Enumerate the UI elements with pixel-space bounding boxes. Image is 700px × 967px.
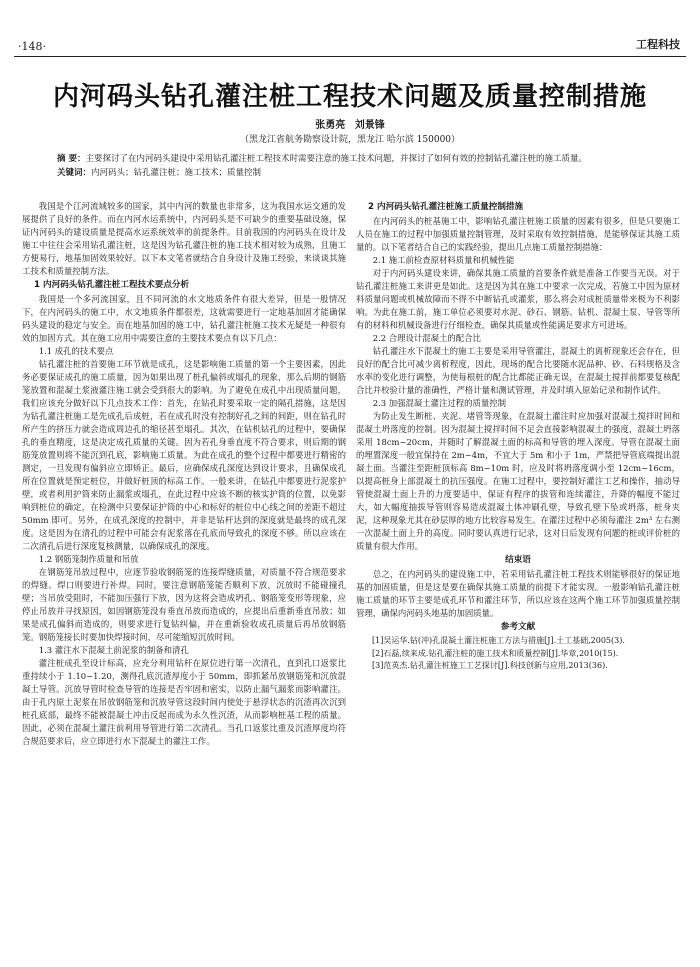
- section-2-3-heading: 2.3 加强混凝土灌注过程的质量控制: [372, 398, 507, 408]
- section-2-1-heading: 2.1 施工前检查原材料质量和机械性能: [372, 255, 515, 265]
- section-1-2-heading: 1.2 钢筋笼制作质量和吊放: [38, 554, 139, 564]
- section-2-3-paragraph: 为防止发生断桩、夹泥、堵管等现象，在混凝土灌注时应加强对混凝土搅拌时间和混凝土坍落度的控制。因为混凝土搅拌时间不足会直接影响混凝土的强度，混凝土坍落采用 18cm~20cm，并随时了解混凝土面的标高和导管的埋入深度。导管在混凝土面的埋置深度一般宜保持在 2m~4m，不宜大于 5m 和小于 1m，严禁把导管底端提出混凝土面。当灌注至距桩顶标高 8m~10m 时，应及时将坍落度调小至 12cm~16cm，以提高桩身上部混凝土的抗压强度。在施工过程中，要控制好灌注工艺和操作，抽动导管使混凝土面上升的力度要适中，保证有程序的拔管和连续灌注，升降的幅度不能过大，如大幅度抽拔导管则容易造成混凝土体冲刷孔壁，导致孔壁下坠或坍落，桩身夹泥，这种现象尤其在砂层厚的地方比较容易发生。在灌注过程中必须每灌注 2m³ 左右测一次混凝土面上升的高度。同时要认真进行记录，这对日后发现有问题的桩或评价桩的质量有很大作用。: [356, 411, 680, 551]
- abstract-text: 主要探讨了在内河码头建设中采用钻孔灌注桩工程技术时需要注意的施工技术问题，并探讨了如何有效的控制钻孔灌注桩的施工质量。: [85, 154, 587, 164]
- header-rule: [14, 56, 686, 57]
- section-1-3-heading: 1.3 灌注水下混凝土前泥浆的制备和清孔: [38, 645, 189, 655]
- intro-paragraph: 我国是个江河流域较多的国家，其中内河的数量也非常多，这为我国水运交通的发展提供了良好的条件。而在内河水运系统中，内河码头是不可缺少的重要基础设施，保证内河码头的建设质量是提高水运系统效率的前提条件。目前我国的内河码头在设计及施工中往往会采用钻孔灌注桩，这是因为钻孔灌注桩的施工技术相对较为成熟，且施工方便易行，地基加固效果较好。以下本文笔者就结合自身设计及施工经验，来谈谈其施工技术和质量控制方法。: [22, 201, 346, 276]
- abstract-label: 摘 要：: [57, 154, 86, 164]
- keywords: [40, 166, 660, 180]
- page-number: ·148·: [18, 40, 46, 53]
- section-2-heading: 2 内河码头钻孔灌注桩施工质量控制措施: [368, 202, 524, 212]
- section-1-heading: 1 内河码头钻孔灌注桩工程技术要点分析: [34, 280, 190, 290]
- section-2-2-heading: 2.2 合理设计混凝土的配合比: [372, 333, 481, 343]
- keywords-label: 关键词：: [57, 168, 92, 178]
- paper-affiliation: （黑龙江省航务勘察设计院，黑龙江 哈尔滨 150000）: [239, 135, 461, 145]
- reference-item: [3]范英杰.钻孔灌注桩施工工艺探讨[J].科技创新与应用,2013(36).: [372, 661, 608, 670]
- paper-authors: 张勇亮 刘景锋: [315, 120, 385, 131]
- paper-title: 内河码头钻孔灌注桩工程技术问题及质量控制措施: [52, 82, 647, 112]
- abstract-block: [40, 152, 660, 180]
- section-1-3-paragraph: 灌注桩成孔至设计标高，应充分利用钻杆在原位进行第一次清孔，直到孔口返浆比重持续小于 1.10~1.20，测得孔底沉渣厚度小于 50mm，即抓紧吊放钢筋笼和沉放混凝土导管。沉放导管时检查导管的连接是否牢固和密实，以防止漏气漏浆而影响灌注。由于孔内原土泥浆在吊放钢筋笼和沉放导管这段时间内使处于悬浮状态的沉渣再次沉到桩孔底部，最终不能被混凝土冲击反起而成为永久性沉渣，从而影响桩基工程的质量。因此，必须在混凝土灌注前利用导管进行第二次清孔。当孔口返浆比重及沉渣厚度均符合规范要求后，应立即进行水下混凝土的灌注工作。: [22, 658, 346, 746]
- conclusion-paragraph: 总之，在内河码头的建设施工中，若采用钻孔灌注桩工程技术则能够很好的保证地基的加固质量，但是这是要在确保其施工质量的前提下才能实现。一般影响钻孔灌注桩施工质量的环节主要是成孔环节和灌注环节，所以应该在这两个施工环节加强质量控制管理，确保内河码头地基的加固质量。: [356, 569, 680, 618]
- right-column: [356, 200, 680, 940]
- conclusion-heading: 结束语: [505, 555, 531, 565]
- section-1-paragraph: 我国是一个多河流国家，且不同河流的水文地质条件有很大差异，但是一般情况下，在内河码头的施工中，水文地质条件都很差，这就需要进行一定地基加固才能确保码头建设的稳定与安全。而在地基加固的施工中，钻孔灌注桩施工技术无疑是一种很有效的加固方式。其在施工应用中需要注意的主要技术要点有以下几点：: [22, 294, 346, 343]
- section-1-1-paragraph: 钻孔灌注桩的首要施工环节就是成孔，这是影响施工质量的第一个主要因素，因此务必要保证成孔的施工质量，因为如果出现了桩孔偏斜或塌孔的现象，那么后期的钢筋笼放置和混凝土浆液灌注施工就会受到很大的影响。为了避免在成孔中出现质量问题，我们应该充分做好以下几点技术工作：首先，在钻孔时要采取一定的隔孔措施，这是因为钻孔灌注桩施工是先成孔后成桩，若在成孔时没有控制好孔之间的间距，则在钻孔时所产生的挤压力就会造成周边孔的缩径甚至塌孔。其次，在钻机钻孔的过程中，要确保孔的垂直精度，这是决定成孔质量的关键。因为若孔身垂直度不符合要求，则后期的钢筋笼放置则将不能沉到孔底，影响施工质量。为此在成孔的整个过程中都要进行精密的测定，一旦发现有偏斜应立即矫正。最后，应确保成孔深度达到设计要求，且确保成孔所在位置就是预定桩位，并做好桩顶的标高工作。一般来讲，在钻孔中都要进行泥浆护壁，或者利用护筒来防止漏浆或塌孔，在此过程中应该不断的核实护筒的位置，以免影响到桩位的确定，在检测中只要保证护筒的中心和标好的桩位中心线之间的差距不超过 50mm 即可。另外，在成孔深度的控制中，并非是钻杆达到的深度就是最终的成孔深度。这是因为在清孔的过程中可能会有泥浆落在孔底而导致孔的深度不够。所以应该在二次清孔后进行深度复核测量，以确保成孔的深度。: [22, 359, 346, 551]
- section-1-1-heading: 1.1 成孔的技术要点: [38, 346, 114, 356]
- abstract: [40, 152, 660, 166]
- keywords-text: 内河码头；钻孔灌注桩；施工技术；质量控制: [91, 168, 262, 178]
- reference-item: [2]石磊,续来成.钻孔灌注桩的施工技术和质量控制[J].华章,2010(15).: [372, 648, 619, 658]
- section-2-2-paragraph: 钻孔灌注水下混凝土的施工主要是采用导管灌注，混凝土的离析现象还会存在，但良好的配合比可减少离析程度，因此，现场的配合比要随水泥品种、砂、石料规格及含水率的变化进行调整，为使每根桩的配合比都能正确无误，在混凝土搅拌前都要复核配合比并校验计量的准确性，严格计量和测试管理，并及时填入原始记录和制作试件。: [356, 346, 680, 395]
- reference-item: [1]吴运华.钻(冲)孔混凝土灌注桩施工方法与措施[J].土工基础,2005(3).: [372, 636, 625, 645]
- section-2-1-paragraph: 对于内河码头建设来讲，确保其施工质量的首要条件就是准备工作要当无误。对于钻孔灌注桩施工来讲更是如此。这是因为其在施工中要求一次完成，若施工中因为原材料质量问题或机械故障而不得不中断钻孔或灌浆，那么将会对成桩质量带来极为不利影响。为此在施工前，施工单位必须要对水泥、砂石、钢筋、钻机、混凝土泵、导管等所有的材料和机械设备进行仔细检查，确保其质量或性能满足要求方可进场。: [356, 268, 680, 330]
- section-2-paragraph: 在内河码头的桩基施工中，影响钻孔灌注桩施工质量的因素有很多，但是只要施工人员在施工的过程中加强质量控制管理，及时采取有效控制措施，是能够保证其施工质量的。以下笔者结合自己的实践经验，提出几点施工质量控制措施：: [356, 216, 680, 252]
- section-1-2-paragraph: 在钢筋笼吊放过程中，应逐节验收钢筋笼的连接焊缝质量，对质量不符合规范要求的焊缝、焊口则要进行补焊。同时，要注意钢筋笼能否顺利下放，沉放时不能碰撞孔壁；当吊放受阻时，不能加压强行下放，因为这将会造成坍孔、钢筋笼变形等现象，应停止吊放并寻找原因，如因钢筋笼没有垂直吊放而造成的，应提出后重新垂直吊放；如果是成孔偏斜而造成的，则要求进行复钻纠偏，并在重新验收成孔质量后再吊放钢筋笼。钢筋笼接长时要加快焊接时间，尽可能缩短沉放时间。: [22, 567, 346, 642]
- left-column: [22, 200, 346, 940]
- references-heading: 参考文献: [500, 622, 536, 632]
- journal-name: 工程科技: [636, 38, 680, 51]
